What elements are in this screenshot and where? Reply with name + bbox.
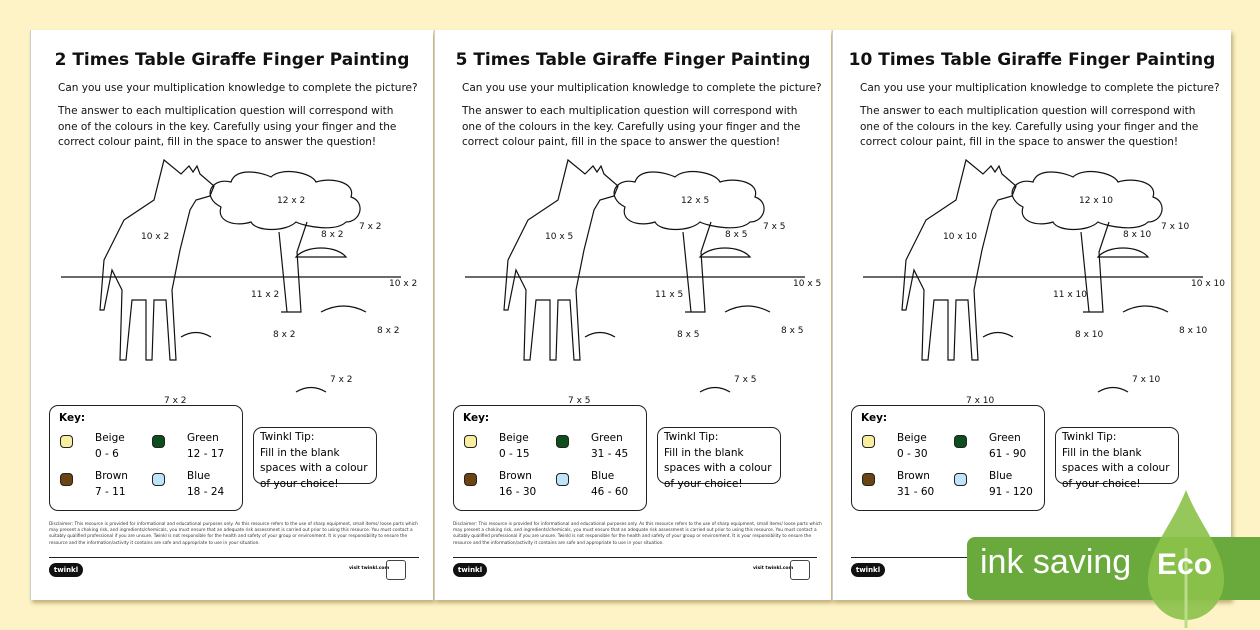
tip-text: Fill in the blank spaces with a colour of your choice!	[664, 446, 772, 490]
key-item	[60, 470, 140, 504]
worksheet-title: 5 Times Table Giraffe Finger Painting	[455, 50, 811, 70]
multiplication-label: 7 x 10	[1161, 222, 1190, 232]
eco-badge-label: Eco	[1157, 548, 1213, 581]
multiplication-label: 10 x 5	[545, 232, 574, 242]
multiplication-label: 10 x 2	[141, 232, 170, 242]
key-colour-name: Green	[989, 432, 1021, 444]
key-item	[556, 470, 636, 504]
quality-badge-icon	[386, 560, 406, 580]
key-colour-name: Brown	[897, 470, 930, 482]
ink-saving-label: ink saving	[980, 543, 1132, 581]
colour-swatch	[464, 435, 477, 448]
key-item	[954, 432, 1034, 466]
tip-heading: Twinkl Tip:	[260, 431, 315, 443]
key-colour-name: Blue	[591, 470, 615, 482]
multiplication-label: 12 x 5	[681, 196, 710, 206]
disclaimer-text: Disclaimer: This resource is provided for informational and educational purposes only. As this resource refers to the use of sharp equipment, small items/ loose parts which may present a choking risk, and ingredients/chemicals, you must ensure that an adequate risk assessment is carried out prior to using this resource. You must contact a suitably qualified professional if you are unsure. Twinkl is not responsible for the health and safety of your group or environment. It is your responsibility to ensure the resource and the information/activity it contains are safe and appropriate to use in your situation.	[453, 522, 822, 546]
instructions-text: The answer to each multiplication question will correspond with one of the colours in the key. Carefully using your finger and the correct colour paint, fill in the space to answer the question!	[462, 105, 801, 148]
key-range: 0 - 30	[897, 448, 928, 460]
twinkl-logo: twinkl	[453, 563, 487, 577]
colour-key	[851, 405, 1045, 511]
colour-swatch	[464, 473, 477, 486]
multiplication-label: 8 x 5	[725, 230, 748, 240]
key-range: 46 - 60	[591, 486, 629, 498]
key-item	[954, 470, 1034, 504]
multiplication-label: 11 x 10	[1053, 290, 1087, 300]
key-colour-name: Blue	[989, 470, 1013, 482]
multiplication-label: 8 x 5	[677, 330, 700, 340]
tip-text: Fill in the blank spaces with a colour of your choice!	[1062, 446, 1170, 490]
key-item	[464, 470, 544, 504]
key-range: 31 - 45	[591, 448, 629, 460]
key-range: 31 - 60	[897, 486, 935, 498]
colour-swatch	[152, 473, 165, 486]
key-item	[60, 432, 140, 466]
key-range: 91 - 120	[989, 486, 1033, 498]
key-colour-name: Beige	[499, 432, 529, 444]
question-text: Can you use your multiplication knowledge to complete the picture?	[860, 82, 1220, 94]
key-colour-name: Beige	[95, 432, 125, 444]
multiplication-label: 11 x 5	[655, 290, 684, 300]
key-range: 0 - 15	[499, 448, 530, 460]
multiplication-label: 8 x 5	[781, 326, 804, 336]
key-range: 7 - 11	[95, 486, 126, 498]
multiplication-label: 8 x 10	[1075, 330, 1104, 340]
multiplication-label: 12 x 2	[277, 196, 306, 206]
key-heading: Key:	[463, 412, 490, 424]
multiplication-label: 7 x 5	[763, 222, 786, 232]
disclaimer-text: Disclaimer: This resource is provided for informational and educational purposes only. As this resource refers to the use of sharp equipment, small items/ loose parts which may present a choking risk, and ingredients/chemicals, you must ensure that an adequate risk assessment is carried out prior to using this resource. You must contact a suitably qualified professional if you are unsure. Twinkl is not responsible for the health and safety of your group or environment. It is your responsibility to ensure the resource and the information/activity it contains are safe and appropriate to use in your situation.	[49, 522, 418, 546]
colour-key	[453, 405, 647, 511]
key-item	[556, 432, 636, 466]
multiplication-label: 7 x 5	[734, 375, 757, 385]
multiplication-label: 8 x 2	[321, 230, 344, 240]
key-colour-name: Brown	[499, 470, 532, 482]
key-range: 0 - 6	[95, 448, 119, 460]
question-text: Can you use your multiplication knowledge to complete the picture?	[462, 82, 822, 94]
colour-swatch	[862, 473, 875, 486]
colour-swatch	[152, 435, 165, 448]
multiplication-label: 7 x 10	[1132, 375, 1161, 385]
worksheet-page	[30, 30, 433, 600]
multiplication-label: 8 x 2	[377, 326, 400, 336]
multiplication-label: 7 x 10	[966, 396, 995, 406]
colour-swatch	[60, 473, 73, 486]
key-colour-name: Green	[591, 432, 623, 444]
colour-swatch	[60, 435, 73, 448]
multiplication-label: 7 x 2	[164, 396, 187, 406]
key-item	[862, 432, 942, 466]
multiplication-label: 8 x 10	[1123, 230, 1152, 240]
twinkl-tip	[657, 427, 781, 490]
multiplication-label: 10 x 10	[943, 232, 977, 242]
giraffe-colouring-picture	[863, 152, 1225, 406]
colour-swatch	[556, 473, 569, 486]
tip-heading: Twinkl Tip:	[1062, 431, 1117, 443]
worksheet-title: 2 Times Table Giraffe Finger Painting	[54, 50, 410, 70]
footer-divider	[49, 557, 419, 558]
key-item	[862, 470, 942, 504]
key-range: 61 - 90	[989, 448, 1027, 460]
key-colour-name: Green	[187, 432, 219, 444]
key-colour-name: Brown	[95, 470, 128, 482]
colour-swatch	[556, 435, 569, 448]
instructions-text: The answer to each multiplication question will correspond with one of the colours in the key. Carefully using your finger and the correct colour paint, fill in the space to answer the question!	[58, 105, 397, 148]
giraffe-colouring-picture	[61, 152, 418, 406]
key-item	[152, 432, 232, 466]
multiplication-label: 7 x 2	[330, 375, 353, 385]
visit-link: visit twinkl.com	[753, 566, 794, 571]
key-item	[464, 432, 544, 466]
multiplication-label: 7 x 2	[359, 222, 382, 232]
colour-swatch	[954, 435, 967, 448]
worksheet-title: 10 Times Table Giraffe Finger Painting	[848, 50, 1216, 70]
twinkl-tip	[1055, 427, 1179, 490]
colour-key	[49, 405, 243, 511]
multiplication-label: 12 x 10	[1079, 196, 1113, 206]
visit-link: visit twinkl.com	[349, 566, 390, 571]
key-range: 16 - 30	[499, 486, 537, 498]
multiplication-label: 10 x 5	[793, 279, 822, 289]
tip-heading: Twinkl Tip:	[664, 431, 719, 443]
colour-swatch	[954, 473, 967, 486]
tip-text: Fill in the blank spaces with a colour of your choice!	[260, 446, 368, 490]
twinkl-logo: twinkl	[49, 563, 83, 577]
quality-badge-icon	[790, 560, 810, 580]
key-range: 18 - 24	[187, 486, 225, 498]
multiplication-label: 7 x 5	[568, 396, 591, 406]
question-text: Can you use your multiplication knowledge to complete the picture?	[58, 82, 418, 94]
giraffe-colouring-picture	[465, 152, 822, 406]
twinkl-tip	[253, 427, 377, 490]
key-range: 12 - 17	[187, 448, 225, 460]
multiplication-label: 10 x 2	[389, 279, 418, 289]
multiplication-label: 11 x 2	[251, 290, 280, 300]
key-colour-name: Beige	[897, 432, 927, 444]
worksheet-page	[434, 30, 831, 600]
multiplication-label: 10 x 10	[1191, 279, 1225, 289]
key-heading: Key:	[59, 412, 86, 424]
colour-swatch	[862, 435, 875, 448]
key-heading: Key:	[861, 412, 888, 424]
twinkl-logo: twinkl	[851, 563, 885, 577]
multiplication-label: 8 x 10	[1179, 326, 1208, 336]
multiplication-label: 8 x 2	[273, 330, 296, 340]
key-colour-name: Blue	[187, 470, 211, 482]
footer-divider	[453, 557, 817, 558]
instructions-text: The answer to each multiplication question will correspond with one of the colours in the key. Carefully using your finger and the correct colour paint, fill in the space to answer the question!	[860, 105, 1199, 148]
key-item	[152, 470, 232, 504]
